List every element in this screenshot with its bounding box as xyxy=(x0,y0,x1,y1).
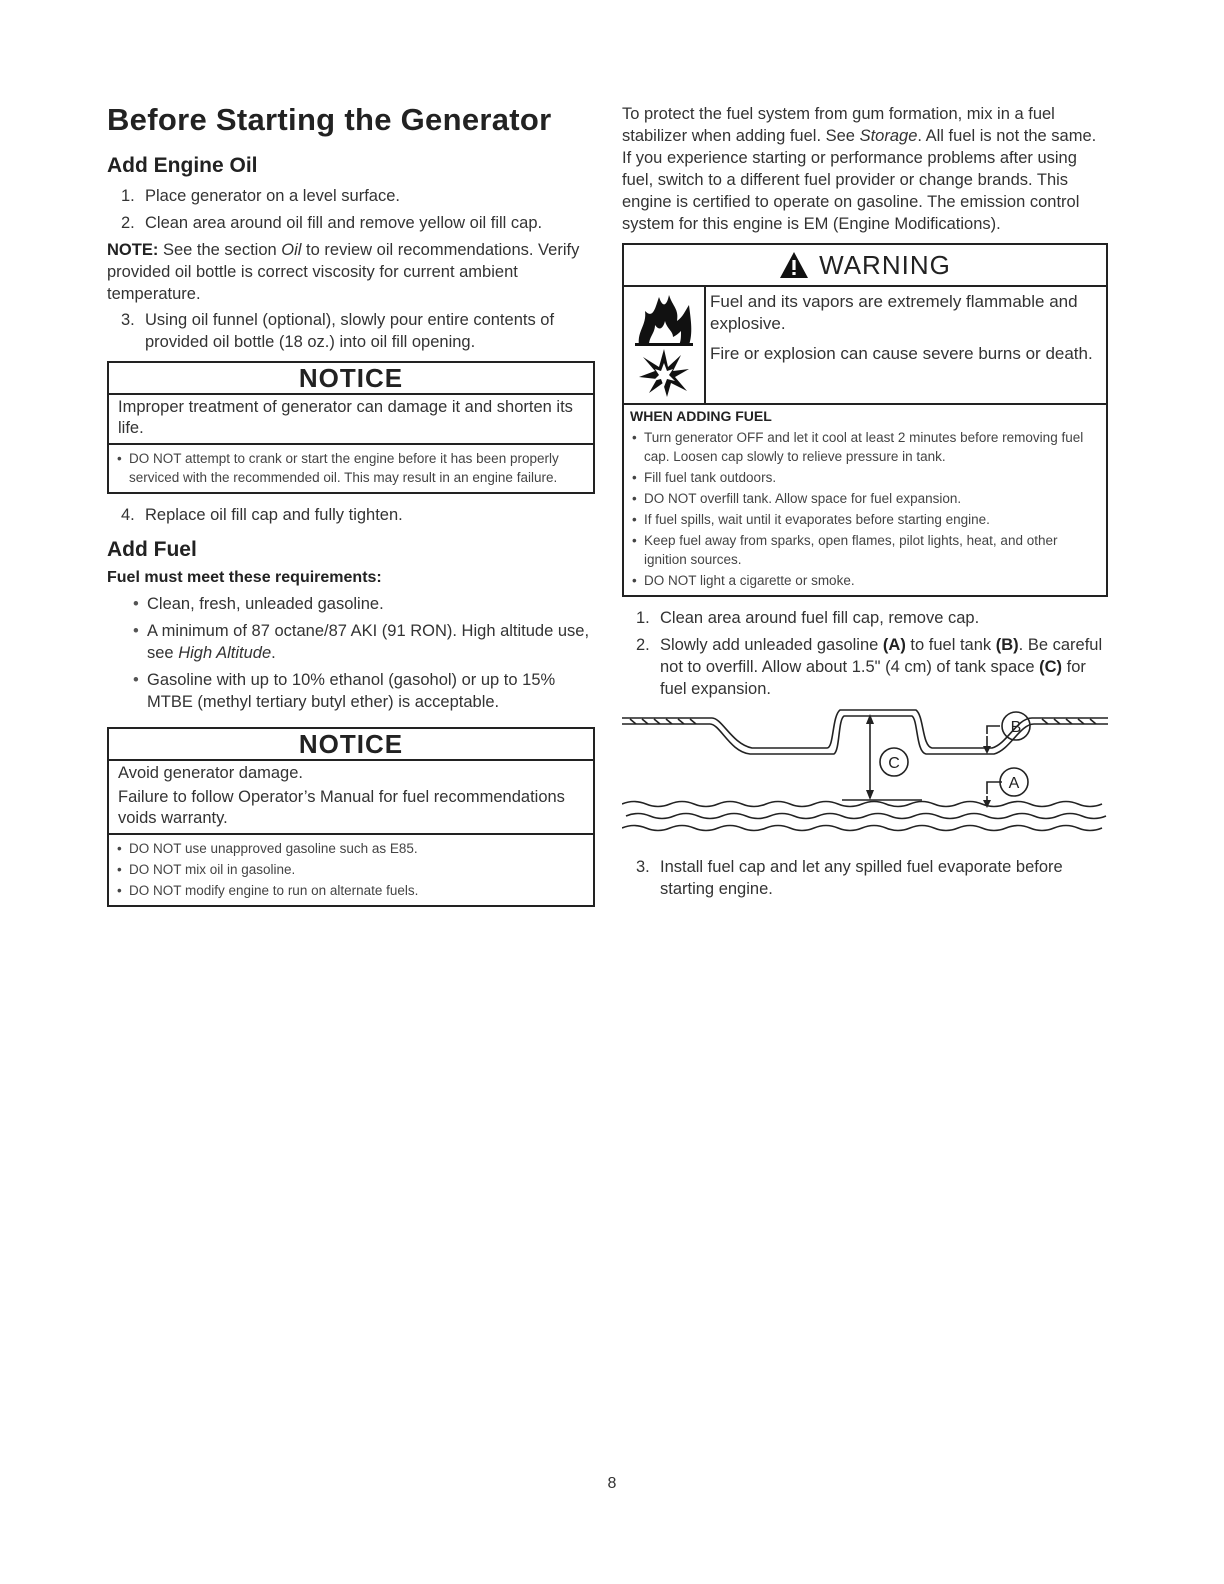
oil-step-2: 2. Clean area around oil fill and remove yellow oil fill cap. xyxy=(121,214,543,232)
warning-title: WARNING xyxy=(819,249,951,280)
storage-link: Storage xyxy=(859,127,918,145)
oil-step-3: 3. Using oil funnel (optional), slowly pour entire contents of provided oil bottle (18 oz.) into oil fill opening. xyxy=(121,311,555,351)
notice-bullet: • DO NOT attempt to crank or start the engine before it has been properly serviced with the recommended oil. This may result in an engine failure. xyxy=(115,449,587,487)
notice-title: NOTICE xyxy=(109,729,593,761)
warning-bullet: • Keep fuel away from sparks, open flames, pilot lights, heat, and other ignition sources. xyxy=(630,531,1100,569)
notice-bullet: • DO NOT use unapproved gasoline such as E85. xyxy=(115,839,587,858)
explosion-icon xyxy=(637,347,691,399)
warning-triangle-icon xyxy=(779,251,809,279)
oil-note: NOTE: See the section Oil to review oil recommendations. Verify provided oil bottle is correct viscosity for current ambient temperature. xyxy=(107,241,580,303)
notice-bullet: • DO NOT modify engine to run on alternate fuels. xyxy=(115,881,587,900)
fuel-requirement: • Clean, fresh, unleaded gasoline. xyxy=(107,593,595,615)
notice-title: NOTICE xyxy=(109,363,593,395)
oil-notice-box xyxy=(107,361,595,494)
diagram-label-c: C xyxy=(888,755,900,772)
notice-line: Failure to follow Operator’s Manual for fuel recommendations voids warranty. xyxy=(118,788,565,827)
page-title: Before Starting the Generator xyxy=(107,102,552,137)
fuel-notice-box xyxy=(107,727,595,907)
diagram-label-a: A xyxy=(1008,775,1020,792)
warning-hazard-text: Fire or explosion can cause severe burns or death. xyxy=(710,344,1093,363)
fuel-step-1: 1. Clean area around fuel fill cap, remove cap. xyxy=(636,609,980,627)
oil-step-1: 1. Place generator on a level surface. xyxy=(121,187,400,205)
oil-step-4: 4. Replace oil fill cap and fully tighten. xyxy=(121,506,403,524)
right-column xyxy=(622,103,1108,905)
fuel-step-2: 2. Slowly add unleaded gasoline (A) to fuel tank (B). Be careful not to overfill. Allow about 1.5" (4 cm) of tank space (C) for fuel expansion. xyxy=(636,636,1103,698)
diagram-label-b: B xyxy=(1010,719,1022,736)
warning-bullet: • If fuel spills, wait until it evaporates before starting engine. xyxy=(630,510,1100,529)
warning-bullet: • DO NOT overfill tank. Allow space for fuel expansion. xyxy=(630,489,1100,508)
fuel-intro-paragraph: To protect the fuel system from gum formation, mix in a fuel stabilizer when adding fuel. See Storage. All fuel is not the same. If you experience starting or performance problems after using fuel, switch to a different fuel provider or change brands. This engine is certified to operate on gasoline. The emission control system for this engine is EM (Engine Modifications). xyxy=(622,105,1097,233)
fuel-requirements-heading: Fuel must meet these requirements: xyxy=(107,569,382,586)
notice-text: Improper treatment of generator can damage it and shorten its life. xyxy=(118,398,573,437)
high-altitude-link: High Altitude xyxy=(178,644,272,662)
fuel-step-3: 3. Install fuel cap and let any spilled fuel evaporate before starting engine. xyxy=(636,858,1063,898)
flame-icon xyxy=(633,291,695,347)
warning-bullet: • Fill fuel tank outdoors. xyxy=(630,468,1100,487)
oil-section-link: Oil xyxy=(281,241,302,259)
fuel-tank-diagram xyxy=(622,706,1108,846)
notice-line: Avoid generator damage. xyxy=(118,764,303,782)
warning-box xyxy=(622,243,1108,597)
warning-hazard-text: Fuel and its vapors are extremely flammable and explosive. xyxy=(710,292,1078,333)
page-number: 8 xyxy=(607,1475,617,1492)
fuel-requirement: • Gasoline with up to 10% ethanol (gasohol) or up to 15% MTBE (methyl tertiary butyl ether) is acceptable. xyxy=(107,669,595,713)
add-fuel-heading: Add Fuel xyxy=(107,538,197,561)
left-column xyxy=(107,96,595,917)
warning-bullet: • Turn generator OFF and let it cool at least 2 minutes before removing fuel cap. Loosen cap slowly to relieve pressure in tank. xyxy=(630,428,1100,466)
warning-bullet: • DO NOT light a cigarette or smoke. xyxy=(630,571,1100,590)
add-engine-oil-heading: Add Engine Oil xyxy=(107,154,258,177)
fuel-requirement: • A minimum of 87 octane/87 AKI (91 RON). High altitude use, see High Altitude. xyxy=(107,620,595,664)
warning-subheading: WHEN ADDING FUEL xyxy=(630,408,772,424)
notice-bullet: • DO NOT mix oil in gasoline. xyxy=(115,860,587,879)
